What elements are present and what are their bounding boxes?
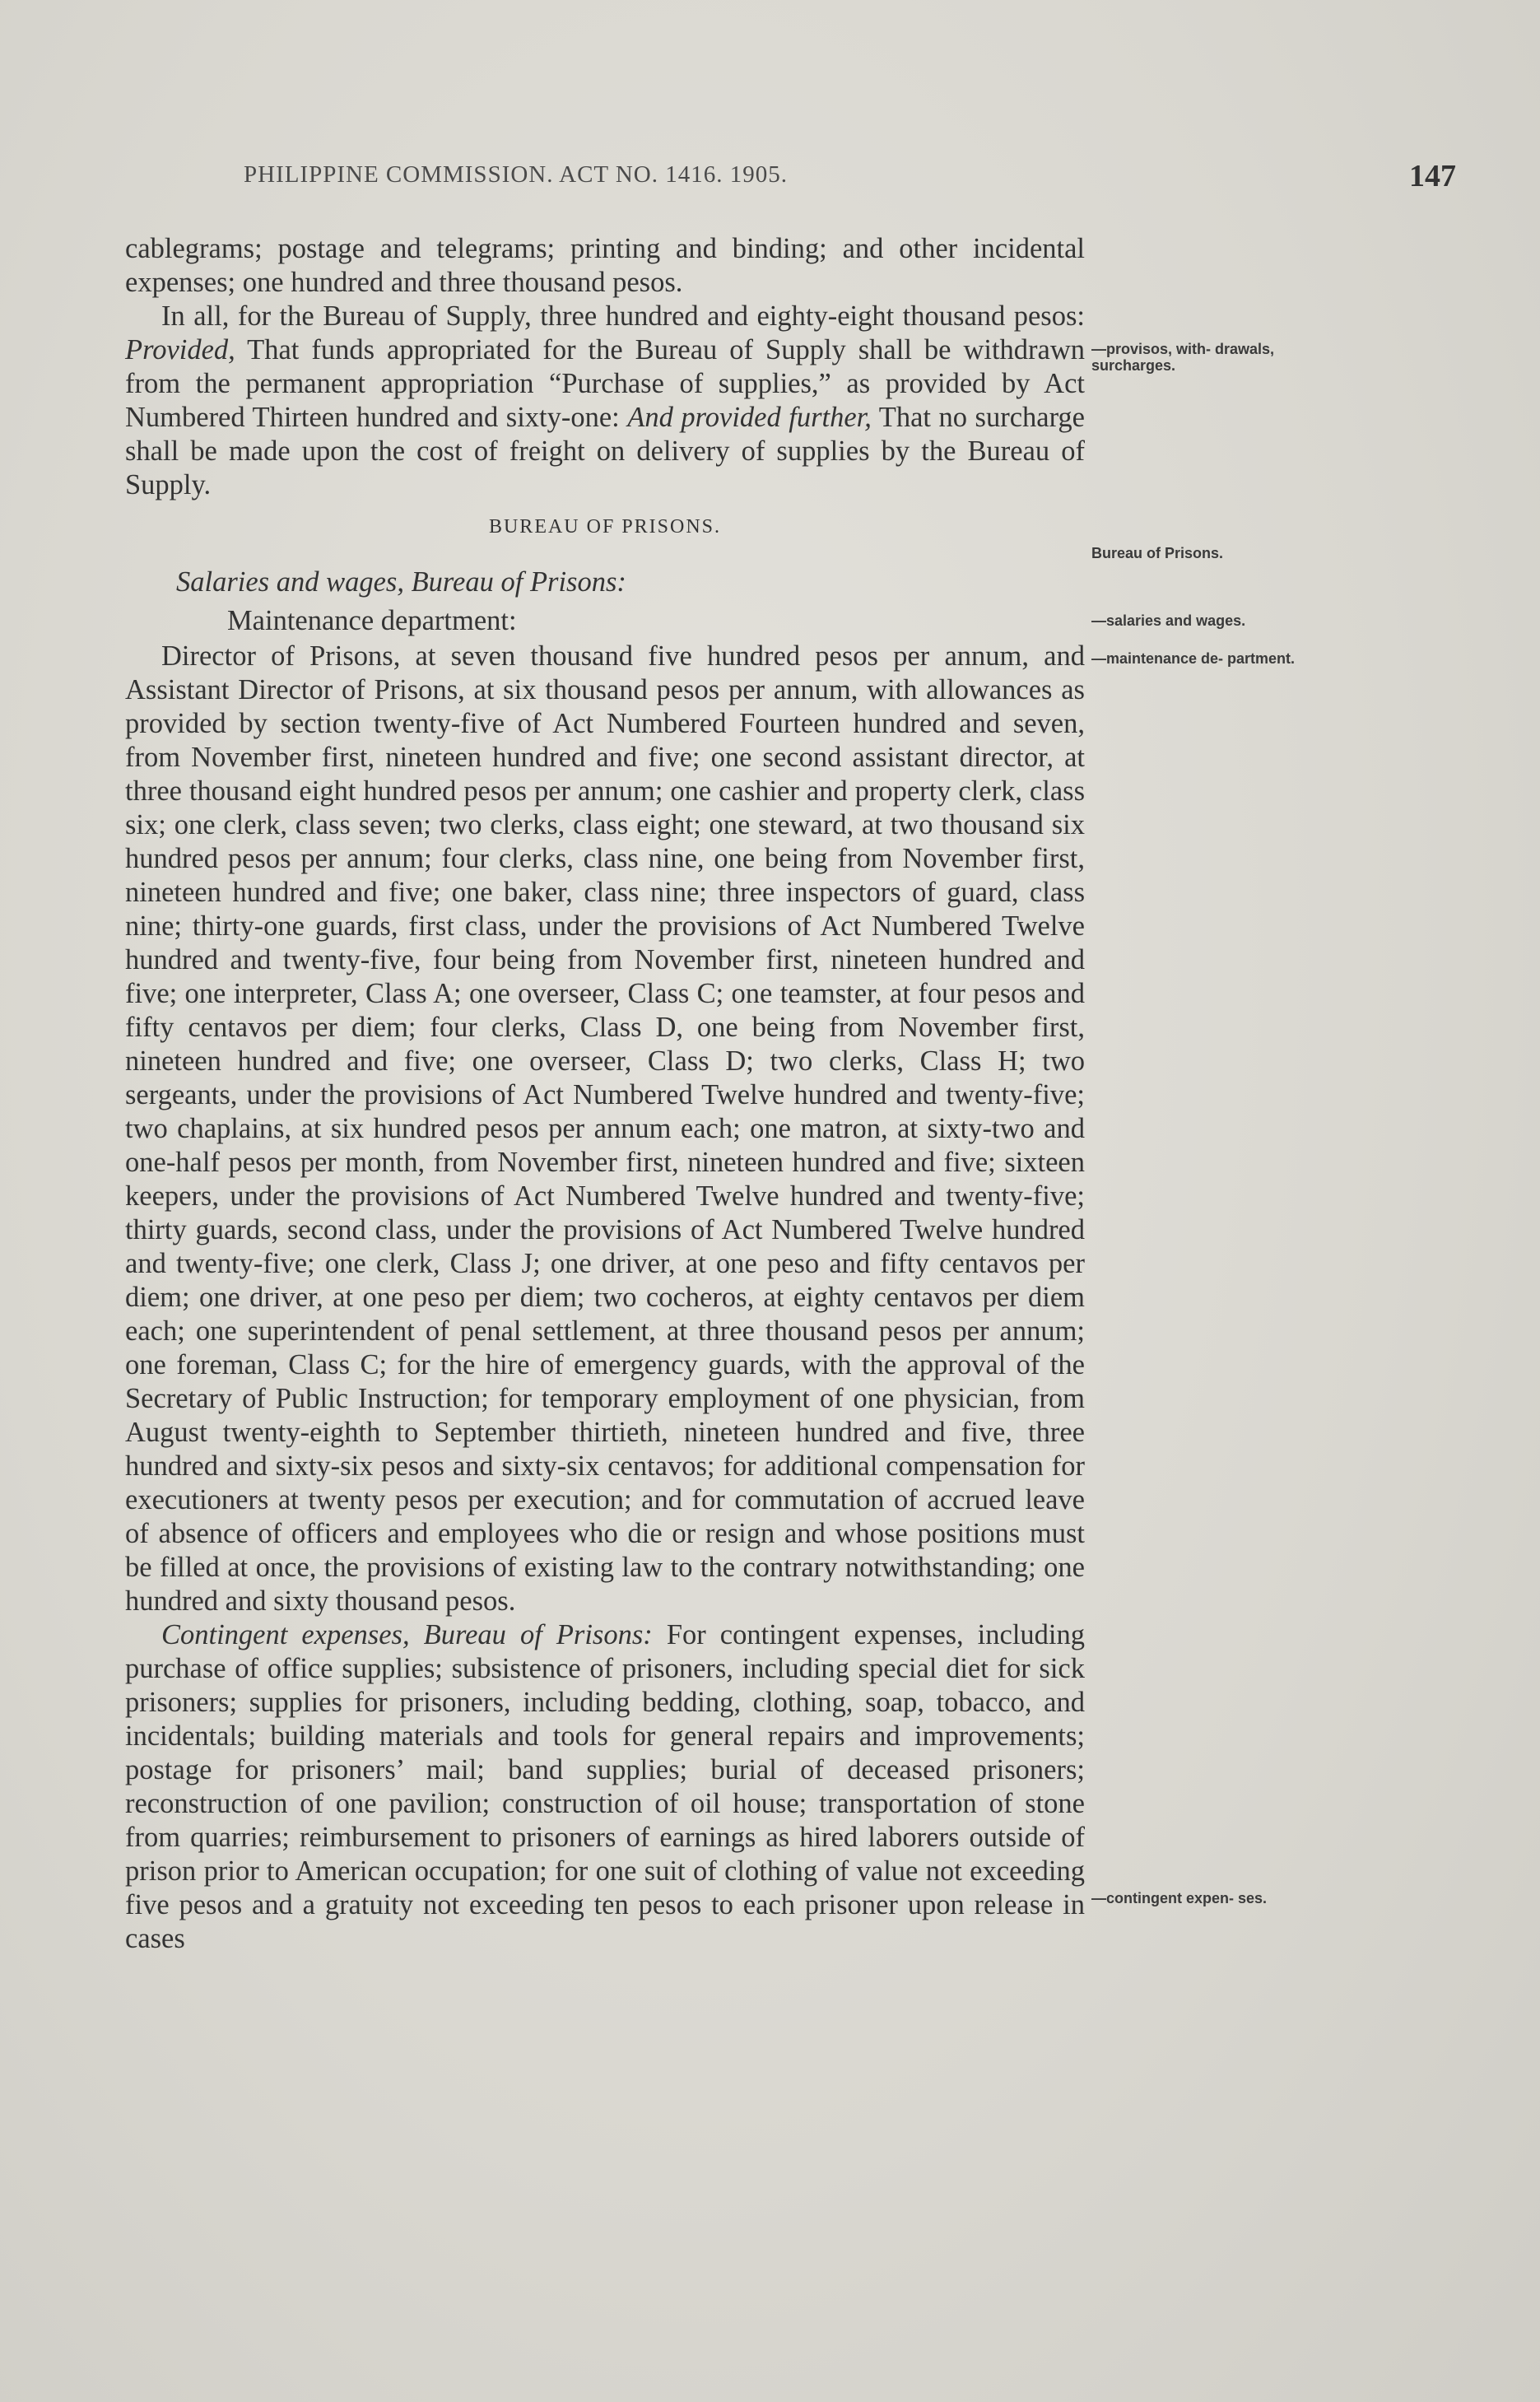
paragraph-bureau-of-supply-end: cablegrams; postage and telegrams; printing and binding; and other incidental expenses; one hundred and three thousand pesos.: [125, 233, 1085, 298]
margin-note-salaries: —salaries and wages.: [1091, 612, 1246, 629]
text-run: In all, for the Bureau of Supply, three hundred and eighty-eight thousand pesos:: [161, 300, 1085, 332]
text-run: That no surcharge shall be made upon the cost of freight on delivery of supplies by the Bureau of Supply.: [125, 402, 1085, 500]
proviso-further-italic: And provided further,: [627, 402, 872, 433]
margin-note-contingent: —contingent expen- ses.: [1091, 1890, 1268, 1906]
paragraph-contingent: [125, 1618, 1085, 1956]
salaries-heading: Salaries and wages, Bureau of Prisons:: [176, 566, 626, 598]
page-number: 147: [1409, 159, 1456, 193]
section-heading: BUREAU OF PRISONS.: [488, 516, 722, 538]
maintenance-heading: Maintenance department:: [227, 605, 517, 636]
text-run: For contingent expenses, including purchase of office supplies; subsistence of prisoners, including special diet for sick prisoners; supplies for prisoners, including bedding, clothing, soap, tobacco, and incidentals; building materials and tools for general repairs and improvements; postage for prisoners’ mail; band supplies; burial of deceased prisoners; reconstruction of one pavilion; construction of oil house; transportation of stone from quarries; reimbursement to prisoners of earnings as hired laborers outside of prison prior to American occupation; for one suit of clothing of value not exceeding five pesos and a gratuity not exceeding ten pesos to each prisoner upon release in cases: [125, 1619, 1085, 1954]
margin-note-maintenance: —maintenance de- partment.: [1091, 650, 1296, 667]
contingent-heading-italic: Contingent expenses, Bureau of Prisons:: [161, 1619, 653, 1650]
text-run: That funds appropriated for the Bureau of Supply shall be withdrawn from the permanent appropriation “Purchase of supplies,” as provided by Act Numbered Thirteen hundred and sixty-one:: [125, 334, 1085, 433]
margin-note-bureau-of-prisons: Bureau of Prisons.: [1091, 545, 1224, 561]
paragraph-bureau-of-supply-total: [125, 300, 1085, 502]
paragraph-maintenance: Director of Prisons, at seven thousand five hundred pesos per annum, and Assistant Director of Prisons, at six thousand pesos per annum, with allowances as provided by section twenty-five of Act Numbered Fourteen hundred and seven, from November first, nineteen hundred and five; one second assistant director, at three thousand eight hundred pesos per annum; one cashier and property clerk, class six; one clerk, class seven; two clerks, class eight; one steward, at two thousand six hundred pesos per annum; four clerks, class nine, one being from November first, nineteen hundred and five; one baker, class nine; three inspectors of guard, class nine; thirty-one guards, first class, under the provisions of Act Numbered Twelve hundred and twenty-five, four being from November first, nineteen hundred and five; one interpreter, Class A; one overseer, Class C; one teamster, at four pesos and fifty centavos per diem; four clerks, Class D, one being from November first, nineteen hundred and five; one overseer, Class D; two clerks, Class H; two sergeants, under the provisions of Act Numbered Twelve hundred and twenty-five; two chaplains, at six hundred pesos per annum each; one matron, at sixty-two and one-half pesos per month, from November first, nineteen hundred and five; sixteen keepers, under the provisions of Act Numbered Twelve hundred and twenty-five; thirty guards, second class, under the provisions of Act Numbered Twelve hundred and twenty-five; one clerk, Class J; one driver, at one peso and fifty centavos per diem; one driver, at one peso per diem; two cocheros, at eighty centavos per diem each; one superintendent of penal settlement, at three thousand pesos per annum; one foreman, Class C; for the hire of emergency guards, with the approval of the Secretary of Public Instruction; for temporary employment of one physician, from August twenty-eighth to September thirtieth, nineteen hundred and five, three hundred and sixty-six pesos and sixty-six centavos; for additional compensation for executioners at twenty pesos per execution; and for commutation of accrued leave of absence of officers and employees who die or resign and whose positions must be filled at once, the provisions of existing law to the contrary notwithstanding; one hundred and sixty thousand pesos.: [125, 640, 1085, 1617]
proviso-italic: Provided,: [125, 334, 235, 365]
margin-note-provisos: —provisos, with- drawals, surcharges.: [1091, 341, 1275, 374]
body-text: [125, 232, 1085, 1956]
running-head: PHILIPPINE COMMISSION. ACT NO. 1416. 1905.: [244, 161, 788, 188]
